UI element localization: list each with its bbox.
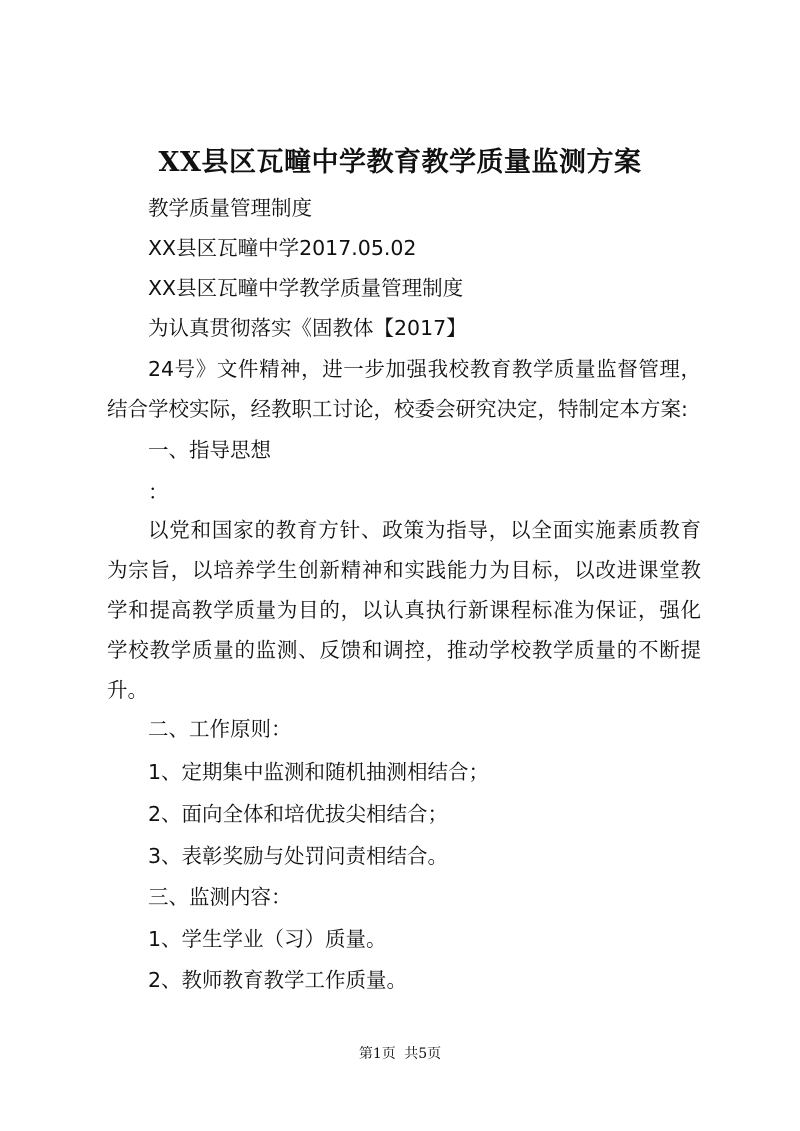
school-date-line: XX县区瓦疃中学2017.05.02 xyxy=(148,236,417,260)
page-total: 共5页 xyxy=(404,1046,442,1062)
section1-heading: 一、指导思想 xyxy=(148,438,271,462)
section1-paragraph: 以党和国家的教育方针、政策为指导，以全面实施素质教育为宗旨，以培养学生创新精神和实践能力为目标，以改进课堂教学和提高教学质量为目的，以认真执行新课程标准为保证，强化学校教学质量的监测、反馈和调控，推动学校教学质量的不断提升。 xyxy=(107,518,701,702)
section3-item: 1、学生学业（习）质量。 xyxy=(148,927,387,951)
page-number: 第1页 xyxy=(358,1046,396,1062)
intro-paragraph: 24号》文件精神，进一步加强我校教育教学质量监督管理，结合学校实际，经教职工讨论，校委会研究决定，特制定本方案: xyxy=(107,357,701,421)
document-subtitle: 教学质量管理制度 xyxy=(148,196,312,220)
section2-item: 1、定期集中监测和随机抽测相结合； xyxy=(148,760,490,784)
section2-heading: 二、工作原则： xyxy=(148,717,292,741)
section1-colon: ： xyxy=(148,480,169,504)
document-title: XX县区瓦疃中学教育教学质量监测方案 xyxy=(158,147,642,178)
section2-item: 2、面向全体和培优拔尖相结合； xyxy=(148,802,449,826)
section2-item: 3、表彰奖励与处罚问责相结合。 xyxy=(148,844,449,868)
section3-heading: 三、监测内容： xyxy=(148,885,292,909)
page-footer xyxy=(0,1043,800,1065)
system-title-line: XX县区瓦疃中学教学质量管理制度 xyxy=(148,276,464,300)
intro-line: 为认真贯彻落实《固教体【2017】 xyxy=(148,316,467,340)
section3-item: 2、教师教育教学工作质量。 xyxy=(148,968,408,992)
